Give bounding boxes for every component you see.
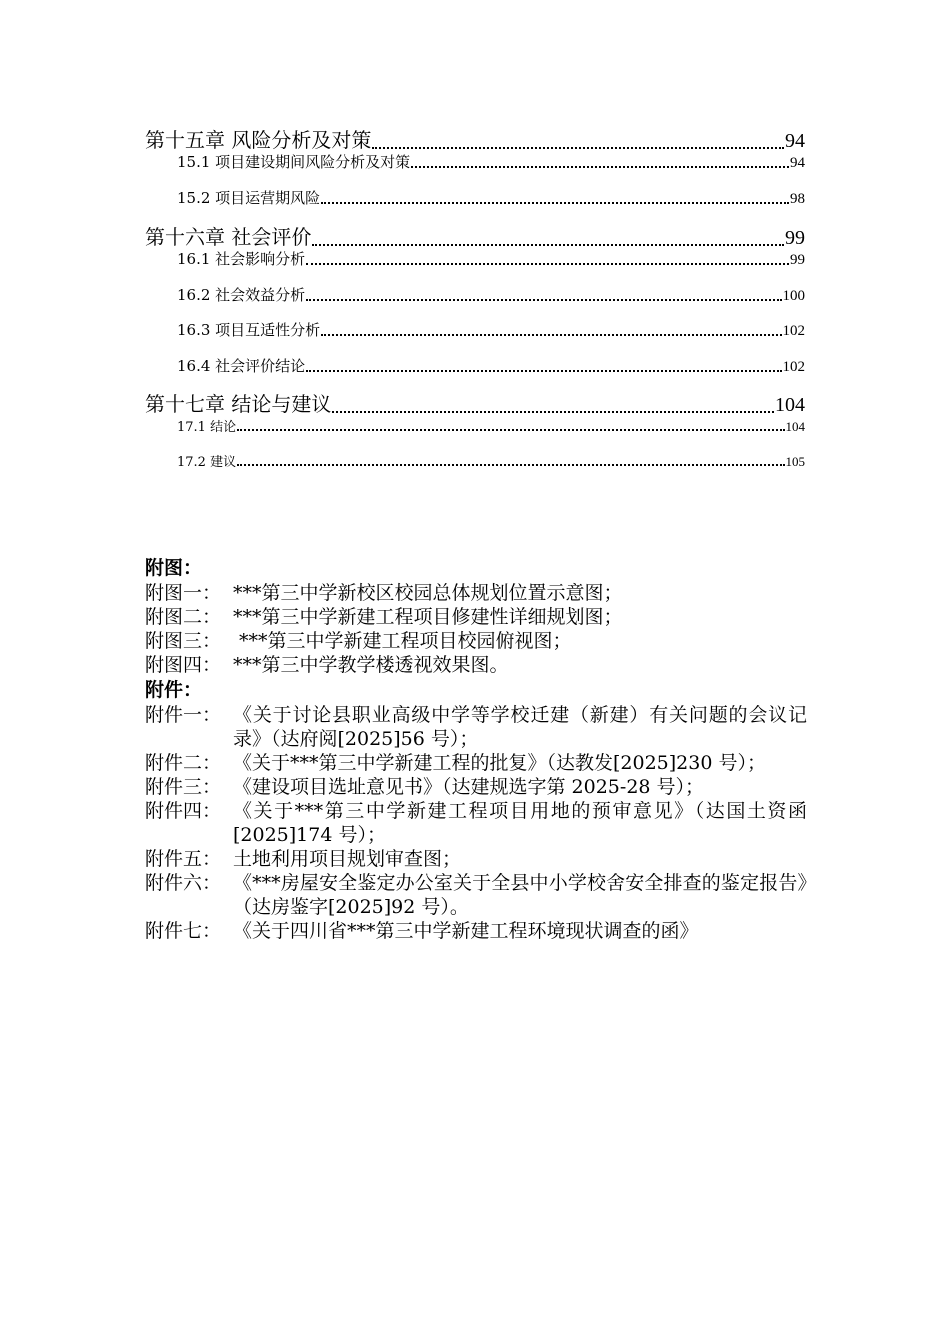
- attachment-label: 附件一：: [145, 704, 222, 726]
- toc-title: 16.2 社会效益分析: [177, 286, 306, 304]
- toc-title: 16.1 社会影响分析: [177, 250, 306, 268]
- toc-page-number: 99: [785, 227, 805, 249]
- attachment-text: 《关于讨论县职业高级中学等学校迁建（新建）有关问题的会议记录》（达府阅[2025]56 号）；: [233, 704, 807, 750]
- toc-entry-section-15-2[interactable]: [177, 187, 805, 208]
- toc-page-number: 100: [782, 288, 805, 304]
- toc-leader-dots: [321, 202, 789, 204]
- toc-page-number: 105: [785, 454, 805, 469]
- toc-page-number: 104: [775, 394, 805, 416]
- attachment-text: 《关于***第三中学新建工程项目用地的预审意见》（达国土资函[2025]174 号）；: [233, 800, 807, 846]
- toc-title: 15.1 项目建设期间风险分析及对策: [177, 153, 411, 171]
- toc-leader-dots: [411, 166, 789, 168]
- toc-title: 第十五章 风险分析及对策: [145, 128, 372, 152]
- toc-leader-dots: [321, 334, 781, 336]
- attachment-item: [145, 775, 807, 799]
- figure-text: ***第三中学新校区校园总体规划位置示意图；: [233, 582, 623, 604]
- attachment-item: [145, 751, 807, 775]
- toc-page-number: 94: [785, 130, 805, 152]
- attachment-text: 《建设项目选址意见书》（达建规选字第 2025-28 号）；: [233, 776, 705, 798]
- toc-entry-section-17-2[interactable]: [177, 451, 805, 470]
- attachment-item: [145, 799, 807, 847]
- figure-item: [145, 581, 807, 605]
- toc-page-number: 104: [785, 419, 805, 434]
- attachment-text: 土地利用项目规划审查图；: [233, 848, 462, 870]
- toc-leader-dots: [372, 147, 784, 149]
- figure-item: [145, 629, 807, 653]
- figure-label: 附图一：: [145, 582, 222, 604]
- attachment-item: [145, 703, 807, 751]
- figure-item: [145, 653, 807, 677]
- toc-entry-section-15-1[interactable]: [177, 151, 805, 172]
- figures-heading: 附图：: [145, 557, 203, 579]
- toc-title: 第十六章 社会评价: [145, 225, 312, 249]
- attachment-text: 《***房屋安全鉴定办公室关于全县中小学校舍安全排查的鉴定报告》（达房鉴字[2025]92 号）。: [233, 872, 807, 918]
- toc-entry-section-16-4[interactable]: [177, 355, 805, 376]
- figure-label: 附图二：: [145, 606, 222, 628]
- toc-entry-chapter-17[interactable]: [145, 388, 805, 417]
- toc-page-number: 98: [790, 191, 805, 207]
- toc-leader-dots: [332, 411, 774, 413]
- toc-entry-section-17-1[interactable]: [177, 416, 805, 435]
- attachment-item: [145, 871, 807, 919]
- figure-text: ***第三中学新建工程项目校园俯视图；: [233, 630, 572, 652]
- attachment-item: [145, 847, 807, 871]
- attachment-label: 附件六：: [145, 872, 222, 894]
- toc-title: 16.4 社会评价结论: [177, 357, 306, 375]
- attachment-label: 附件四：: [145, 800, 222, 822]
- figure-text: ***第三中学教学楼透视效果图。: [233, 654, 509, 676]
- toc-entry-section-16-3[interactable]: [177, 319, 805, 340]
- toc-entry-section-16-2[interactable]: [177, 284, 805, 305]
- toc-leader-dots: [306, 263, 789, 265]
- toc-title: 第十七章 结论与建议: [145, 392, 332, 416]
- attachment-item: [145, 919, 807, 943]
- toc-title: 17.1 结论: [177, 420, 237, 435]
- figure-label: 附图四：: [145, 654, 222, 676]
- figure-item: [145, 605, 807, 629]
- toc-leader-dots: [312, 244, 784, 246]
- toc-page-number: 102: [782, 359, 805, 375]
- attachment-label: 附件三：: [145, 776, 222, 798]
- toc-page-number: 102: [782, 323, 805, 339]
- toc-entry-chapter-15[interactable]: [145, 124, 805, 153]
- figure-text: ***第三中学新建工程项目修建性详细规划图；: [233, 606, 623, 628]
- attachment-text: 《关于***第三中学新建工程的批复》（达教发[2025]230 号）；: [233, 752, 766, 774]
- toc-title: 15.2 项目运营期风险: [177, 189, 321, 207]
- toc-entry-section-16-1[interactable]: [177, 248, 805, 269]
- attachment-text: 《关于四川省***第三中学新建工程环境现状调查的函》: [233, 920, 699, 942]
- toc-leader-dots: [237, 429, 784, 431]
- attachment-label: 附件二：: [145, 752, 222, 774]
- attachment-label: 附件五：: [145, 848, 222, 870]
- toc-page-number: 94: [790, 155, 805, 171]
- figure-label: 附图三：: [145, 630, 222, 652]
- toc-page-number: 99: [790, 252, 805, 268]
- toc-title: 16.3 项目互适性分析: [177, 321, 321, 339]
- toc-leader-dots: [306, 370, 781, 372]
- attachment-label: 附件七：: [145, 920, 222, 942]
- toc-title: 17.2 建议: [177, 455, 237, 470]
- toc-leader-dots: [237, 464, 784, 466]
- appendix-section: [145, 555, 807, 943]
- toc-entry-chapter-16[interactable]: [145, 221, 805, 250]
- toc-leader-dots: [306, 299, 781, 301]
- attachments-heading: 附件：: [145, 679, 203, 701]
